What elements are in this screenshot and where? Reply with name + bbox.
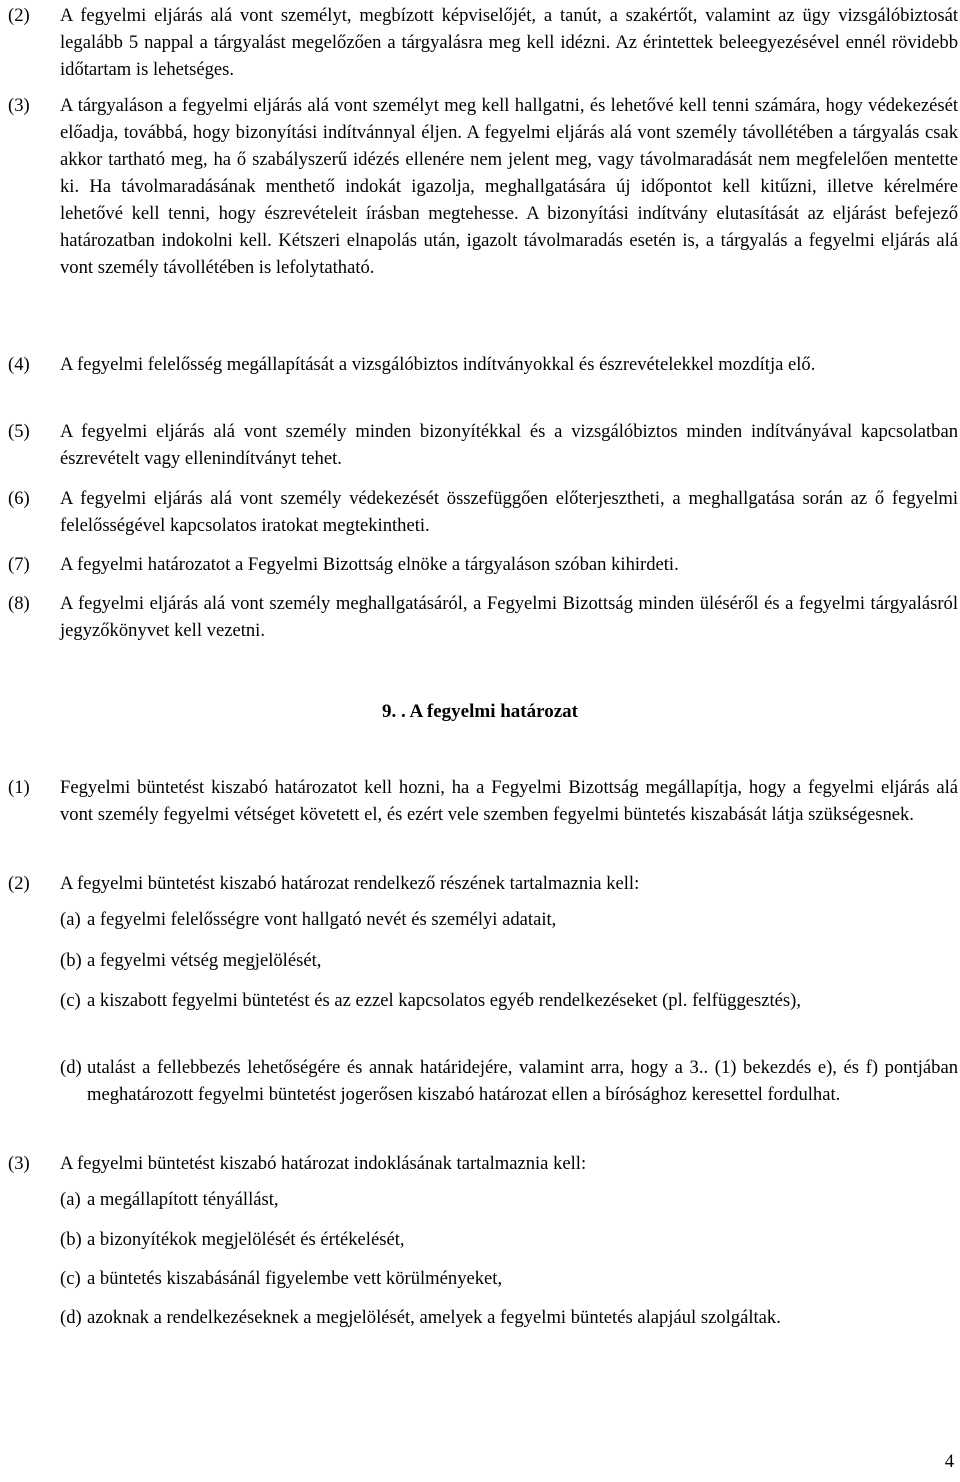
paragraph-number: (1) (8, 777, 30, 798)
paragraph-5 (8, 418, 958, 472)
list-item-label: (b) (60, 1229, 82, 1250)
paragraph-text: A fegyelmi felelősség megállapítását a vizsgálóbiztos indítványokkal és észrevételekkel mozdítja elő. (60, 354, 816, 375)
list-item-text: azoknak a rendelkezéseknek a megjelölését, amelyek a fegyelmi büntetés alapjául szolgáltak. (87, 1307, 781, 1328)
list-item-text: a fegyelmi felelősségre vont hallgató nevét és személyi adatait, (87, 909, 557, 930)
section-heading: 9. . A fegyelmi határozat (382, 701, 578, 722)
list-item (60, 906, 958, 933)
list-item-text: utalást a fellebbezés lehetőségére és annak határidejére, valamint arra, hogy a 3.. (1) bekezdés e), és f) pontjában meghatározott fegyelmi büntetést jogerősen kiszabó határozat ellen a bírósághoz keresettel fordulhat. (87, 1057, 958, 1105)
list-item-label: (d) (60, 1057, 82, 1078)
list-item-label: (a) (60, 909, 81, 930)
paragraph-text: A fegyelmi határozatot a Fegyelmi Bizottság elnöke a tárgyaláson szóban kihirdeti. (60, 554, 679, 575)
paragraph-number: (5) (8, 421, 30, 442)
paragraph-7 (8, 551, 958, 578)
list-item (60, 1226, 958, 1253)
paragraph-number: (7) (8, 554, 30, 575)
list-item-text: a bizonyítékok megjelölését és értékelését, (87, 1229, 405, 1250)
list-item-label: (b) (60, 950, 82, 971)
list-item (60, 947, 958, 974)
section-paragraph-3 (8, 1150, 958, 1177)
paragraph-text: A tárgyaláson a fegyelmi eljárás alá vont személyt meg kell hallgatni, és lehetővé kell tenni számára, hogy védekezését előadja, továbbá, hogy bizonyítási indítvánnyal éljen. A fegyelmi eljárás alá vont személy távollétében a tárgyalás csak akkor tartható meg, ha ő szabályszerű idézés ellenére nem jelent meg, vagy távolmaradását nem megfelelően mentette ki. Ha távolmaradásának menthető indokát igazolja, meghallgatására új időpontot kell kitűzni, illetve kérelmére lehetővé kell tenni, hogy észrevételeit írásban megtehesse. A bizonyítási indítvány elutasítását az eljárást befejező határozatban indokolni kell. Kétszeri elnapolás után, igazolt távolmaradás esetén is, a tárgyalás a fegyelmi eljárás alá vont személy távollétében is lefolytatható. (60, 95, 958, 278)
list-item (60, 1054, 958, 1108)
paragraph-2 (8, 2, 958, 83)
list-item-label: (c) (60, 990, 81, 1011)
list-item-label: (d) (60, 1307, 82, 1328)
list-item (60, 1265, 958, 1292)
paragraph-8 (8, 590, 958, 644)
list-item (60, 1186, 958, 1213)
list-item-text: a kiszabott fegyelmi büntetést és az ezzel kapcsolatos egyéb rendelkezéseket (pl. felfüggesztés), (87, 990, 801, 1011)
paragraph-text: A fegyelmi eljárás alá vont személy minden bizonyítékkal és a vizsgálóbiztos minden indítványával kapcsolatban észrevételt vagy ellenindítványt tehet. (60, 421, 958, 469)
paragraph-text: A fegyelmi eljárás alá vont személyt, megbízott képviselőjét, a tanút, a szakértőt, valamint az ügy vizsgálóbiztosát legalább 5 nappal a tárgyalást megelőzően a tárgyalásra meg kell idézni. Az érintettek beleegyezésével ennél rövidebb időtartam is lehetséges. (60, 5, 958, 80)
paragraph-text: A fegyelmi eljárás alá vont személy védekezését összefüggően előterjesztheti, a meghallgatása során az ő fegyelmi felelősségével kapcsolatos iratokat megtekintheti. (60, 488, 958, 536)
list-item (60, 1304, 958, 1331)
paragraph-text: A fegyelmi büntetést kiszabó határozat rendelkező részének tartalmaznia kell: (60, 873, 640, 894)
paragraph-text: A fegyelmi eljárás alá vont személy meghallgatásáról, a Fegyelmi Bizottság minden üléséről és a fegyelmi tárgyalásról jegyzőkönyvet kell vezetni. (60, 593, 958, 641)
list-item (60, 987, 958, 1014)
list-item-text: a megállapított tényállást, (87, 1189, 279, 1210)
paragraph-number: (2) (8, 5, 30, 26)
paragraph-number: (2) (8, 873, 30, 894)
paragraph-text: A fegyelmi büntetést kiszabó határozat indoklásának tartalmaznia kell: (60, 1153, 587, 1174)
section-paragraph-1 (8, 774, 958, 828)
paragraph-number: (6) (8, 488, 30, 509)
paragraph-4 (8, 351, 958, 378)
paragraph-number: (4) (8, 354, 30, 375)
paragraph-text: Fegyelmi büntetést kiszabó határozatot kell hozni, ha a Fegyelmi Bizottság megállapítja, hogy a fegyelmi eljárás alá vont személy fegyelmi vétséget követett el, és ezért vele szemben fegyelmi büntetés kiszabását látja szükségesnek. (60, 777, 958, 825)
list-item-label: (c) (60, 1268, 81, 1289)
list-item-label: (a) (60, 1189, 81, 1210)
paragraph-number: (8) (8, 593, 30, 614)
paragraph-number: (3) (8, 95, 30, 116)
list-item-text: a büntetés kiszabásánál figyelembe vett körülményeket, (87, 1268, 503, 1289)
list-item-text: a fegyelmi vétség megjelölését, (87, 950, 322, 971)
paragraph-6 (8, 485, 958, 539)
paragraph-number: (3) (8, 1153, 30, 1174)
section-paragraph-2 (8, 870, 958, 897)
page-number: 4 (944, 1451, 954, 1472)
paragraph-3 (8, 92, 958, 281)
